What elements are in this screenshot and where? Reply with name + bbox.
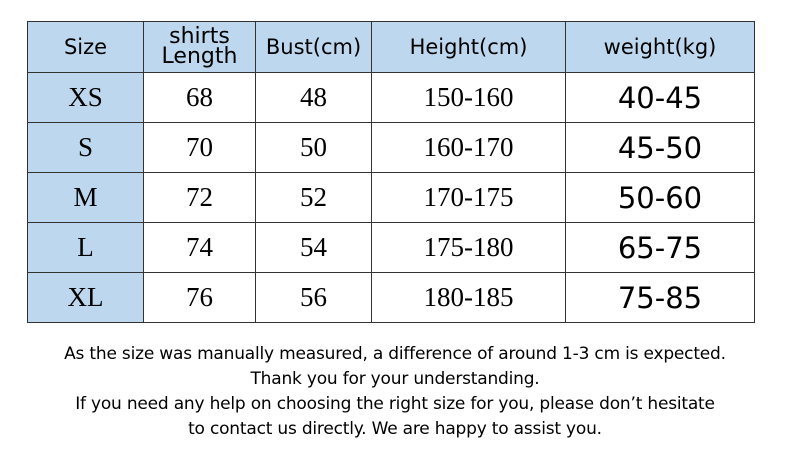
header-size-label: Size	[63, 35, 108, 59]
header-height	[372, 22, 566, 73]
note-line-4: to contact us directly. We are happy to assist you.	[188, 419, 602, 439]
header-length-line2: Length	[161, 44, 238, 69]
length-cell: 72	[144, 173, 256, 223]
header-length-label	[161, 24, 238, 69]
table-header-row	[28, 22, 755, 73]
size-cell: XL	[28, 273, 144, 323]
size-cell: S	[28, 123, 144, 173]
header-height-label: Height(cm)	[409, 35, 528, 59]
header-weight-label: weight(kg)	[603, 35, 717, 59]
note-line-3: If you need any help on choosing the right size for you, please don’t hesitate	[75, 394, 715, 414]
table-row	[28, 223, 755, 273]
note-line-1: As the size was manually measured, a difference of around 1-3 cm is expected.	[64, 344, 726, 364]
weight-cell: 45-50	[566, 123, 755, 173]
weight-cell: 50-60	[566, 173, 755, 223]
header-weight	[566, 22, 755, 73]
bust-cell: 50	[256, 123, 372, 173]
table-row	[28, 173, 755, 223]
measurement-note	[0, 342, 790, 442]
bust-cell: 56	[256, 273, 372, 323]
table-row	[28, 123, 755, 173]
size-cell: M	[28, 173, 144, 223]
weight-cell: 40-45	[566, 73, 755, 123]
weight-cell: 65-75	[566, 223, 755, 273]
note-line-2: Thank you for your understanding.	[250, 369, 540, 389]
size-cell: XS	[28, 73, 144, 123]
length-cell: 68	[144, 73, 256, 123]
height-cell: 160-170	[372, 123, 566, 173]
header-length	[144, 22, 256, 73]
header-length-line1: shirts	[169, 24, 230, 49]
height-cell: 175-180	[372, 223, 566, 273]
size-cell: L	[28, 223, 144, 273]
height-cell: 170-175	[372, 173, 566, 223]
header-bust	[256, 22, 372, 73]
height-cell: 180-185	[372, 273, 566, 323]
height-cell: 150-160	[372, 73, 566, 123]
header-bust-label: Bust(cm)	[265, 35, 362, 59]
table-row	[28, 273, 755, 323]
length-cell: 76	[144, 273, 256, 323]
weight-cell: 75-85	[566, 273, 755, 323]
table-row	[28, 73, 755, 123]
bust-cell: 48	[256, 73, 372, 123]
length-cell: 70	[144, 123, 256, 173]
header-size	[28, 22, 144, 73]
bust-cell: 52	[256, 173, 372, 223]
bust-cell: 54	[256, 223, 372, 273]
length-cell: 74	[144, 223, 256, 273]
size-chart-table	[27, 21, 755, 323]
